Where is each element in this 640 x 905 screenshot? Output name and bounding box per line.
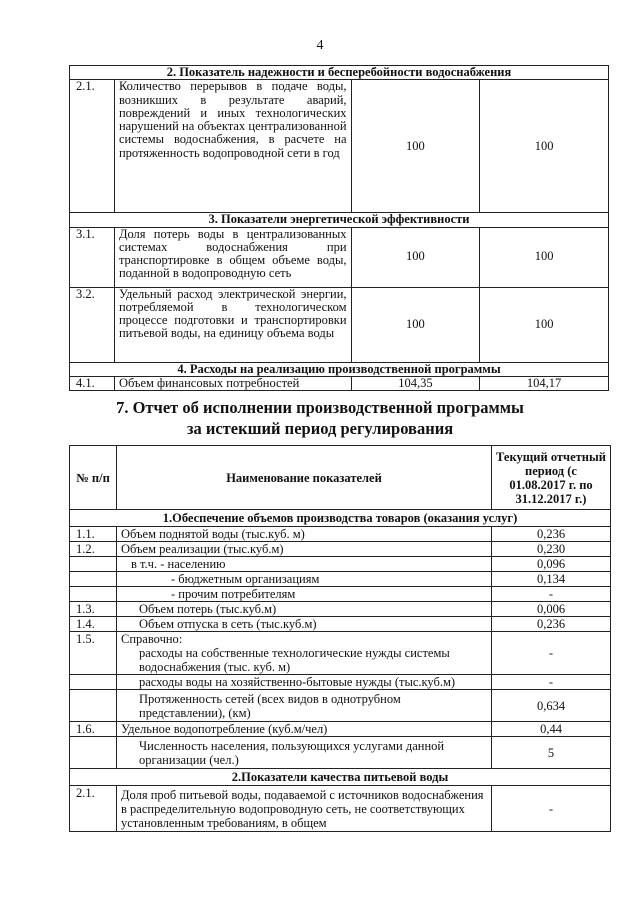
row-number-empty <box>70 572 117 587</box>
section-title: 1.Обеспечение объемов производства товаров (оказания услуг) <box>70 510 611 527</box>
row-number: 1.3. <box>70 602 117 617</box>
header-row <box>70 446 611 510</box>
report-title <box>0 397 640 439</box>
table-row <box>70 632 611 647</box>
row-value: - <box>492 786 611 832</box>
row-name: расходы воды на хозяйственно-бытовые нужды (тыс.куб.м) <box>117 675 492 690</box>
row-value: 5 <box>492 737 611 769</box>
row-name: Объем потерь (тыс.куб.м) <box>117 602 492 617</box>
row-number-empty <box>70 690 117 722</box>
row-value: 0,44 <box>492 722 611 737</box>
table-row <box>70 786 611 832</box>
row-name: Удельный расход электрической энергии, потребляемой в технологическом процессе подготовки и транспортировки питьевой воды, на единицу объема воды <box>114 287 351 362</box>
table-row <box>70 675 611 690</box>
row-name: Объем отпуска в сеть (тыс.куб.м) <box>117 617 492 632</box>
row-number: 1.4. <box>70 617 117 632</box>
row-value: 0,634 <box>492 690 611 722</box>
row-value-fact: 100 <box>480 287 609 362</box>
row-value: - <box>492 587 611 602</box>
indicators-table <box>69 65 609 391</box>
row-value-fact: 100 <box>480 227 609 287</box>
page-number: 4 <box>316 38 324 53</box>
row-value-plan: 100 <box>351 287 480 362</box>
row-name: расходы на собственные технологические нужды системы водоснабжения (тыс. куб. м) <box>117 646 492 675</box>
row-number: 3.2. <box>70 287 115 362</box>
row-value-fact: 100 <box>480 80 609 213</box>
row-name: - прочим потребителям <box>117 587 492 602</box>
row-name: в т.ч. - населению <box>117 557 492 572</box>
section-row <box>70 362 609 376</box>
row-number: 1.6. <box>70 722 117 737</box>
row-value: - <box>492 632 611 675</box>
row-value: 0,230 <box>492 542 611 557</box>
row-number: 4.1. <box>70 376 115 390</box>
row-number: 1.2. <box>70 542 117 557</box>
table-row <box>70 572 611 587</box>
row-name: Количество перерывов в подаче воды, возникших в результате аварий, повреждений и иных технологических нарушений на объектах централизованной системы водоснабжения, в расчете на протяженность водопроводной сети в год <box>114 80 351 213</box>
row-number-empty <box>70 737 117 769</box>
section-row <box>70 213 609 227</box>
row-name: Объем поднятой воды (тыс.куб. м) <box>117 527 492 542</box>
row-number-empty <box>70 675 117 690</box>
table-row <box>70 80 609 213</box>
row-value: - <box>492 675 611 690</box>
report-title-line2: за истекший период регулирования <box>186 419 454 438</box>
row-value-plan: 100 <box>351 227 480 287</box>
table-row <box>70 602 611 617</box>
row-value-plan: 100 <box>351 80 480 213</box>
section-title: 3. Показатели энергетической эффективности <box>70 213 609 227</box>
report-title-line1: 7. Отчет об исполнении производственной программы <box>116 398 524 417</box>
row-name: Доля проб питьевой воды, подаваемой с источников водоснабжения в распределительную водопроводную сеть, не соответствующих установленным требованиям, в общем <box>117 786 492 832</box>
row-number-empty <box>70 587 117 602</box>
section-title: 2. Показатель надежности и бесперебойности водоснабжения <box>70 66 609 80</box>
table-row <box>70 542 611 557</box>
row-name: - бюджетным организациям <box>117 572 492 587</box>
row-number: 3.1. <box>70 227 115 287</box>
row-name: Доля потерь воды в централизованных системах водоснабжения при транспортировке в общем объеме воды, поданной в водопроводную сеть <box>114 227 351 287</box>
section-row <box>70 66 609 80</box>
table-row <box>70 557 611 572</box>
table-row <box>70 527 611 542</box>
row-name: Численность населения, пользующихся услугами данной организации (чел.) <box>117 737 492 769</box>
row-value-plan: 104,35 <box>351 376 480 390</box>
row-number: 2.1. <box>70 80 115 213</box>
table-row <box>70 376 609 390</box>
row-value: 0,236 <box>492 617 611 632</box>
row-value: 0,096 <box>492 557 611 572</box>
report-table <box>69 445 611 832</box>
section-title: 2.Показатели качества питьевой воды <box>70 769 611 786</box>
row-number: 1.1. <box>70 527 117 542</box>
table-row <box>70 722 611 737</box>
row-value: 0,236 <box>492 527 611 542</box>
table-row <box>70 287 609 362</box>
row-value-fact: 104,17 <box>480 376 609 390</box>
row-name: Удельное водопотребление (куб.м/чел) <box>117 722 492 737</box>
row-name: Протяженность сетей (всех видов в однотрубном представлении), (км) <box>117 690 492 722</box>
row-number-empty <box>70 557 117 572</box>
table-row <box>70 587 611 602</box>
table-row <box>70 617 611 632</box>
row-name: Объем финансовых потребностей <box>114 376 351 390</box>
row-name: Справочно: <box>117 632 492 647</box>
table-row <box>70 227 609 287</box>
row-value: 0,134 <box>492 572 611 587</box>
table-row <box>70 737 611 769</box>
table-row <box>70 690 611 722</box>
section-row <box>70 510 611 527</box>
row-value: 0,006 <box>492 602 611 617</box>
row-name: Объем реализации (тыс.куб.м) <box>117 542 492 557</box>
section-title: 4. Расходы на реализацию производственной программы <box>70 362 609 376</box>
row-number: 1.5. <box>70 632 117 675</box>
section-row <box>70 769 611 786</box>
header-period: Текущий отчетный период (с 01.08.2017 г. по 31.12.2017 г.) <box>492 446 611 510</box>
row-number: 2.1. <box>70 786 117 832</box>
header-name: Наименование показателей <box>117 446 492 510</box>
header-num: № п/п <box>70 446 117 510</box>
